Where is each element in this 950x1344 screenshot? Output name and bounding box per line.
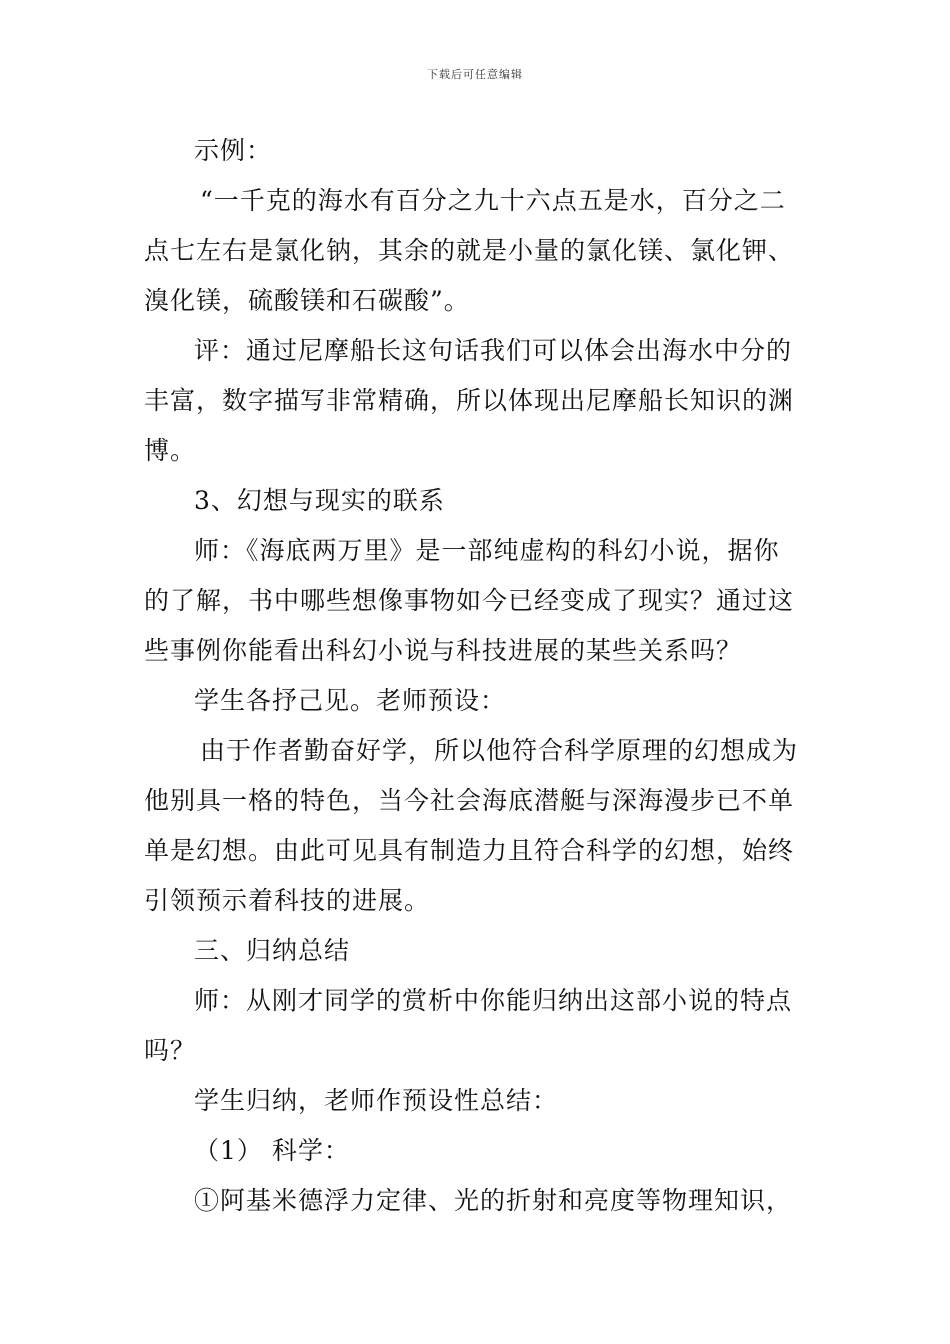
text-line: 师：从刚才同学的赏析中你能归纳出这部小说的特点 [194, 986, 793, 1015]
text-line: 单是幻想。由此可见具有制造力且符合科学的幻想，始终 [144, 836, 795, 865]
text-line: 评：通过尼摩船长这句话我们可以体会出海水中分的 [194, 336, 793, 365]
list-item: ①阿基米德浮力定律、光的折射和亮度等物理知识， [194, 1186, 793, 1215]
section-heading: 三、归纳总结 [194, 936, 351, 965]
text-line: 示例： [194, 136, 273, 165]
text-line: 的了解，书中哪些想像事物如今已经变成了现实？通过这 [144, 586, 795, 615]
text-line: 师：《海底两万里》是一部纯虚构的科幻小说，据你 [194, 536, 780, 565]
text-line: 博。 [144, 436, 197, 465]
text-line: 学生各抒己见。老师预设： [194, 686, 507, 715]
text-line: 丰富，数字描写非常精确，所以体现出尼摩船长知识的渊 [144, 386, 795, 415]
section-heading: 3、幻想与现实的联系 [194, 486, 445, 515]
text-line: 吗？ [144, 1036, 197, 1065]
text-line: 些事例你能看出科幻小说与科技进展的某些关系吗？ [144, 636, 743, 665]
page-header: 下载后可任意编辑 [427, 68, 523, 81]
text-line: 溴化镁，硫酸镁和石碳酸”。 [144, 286, 470, 315]
text-line: 他别具一格的特色，当今社会海底潜艇与深海漫步已不单 [144, 786, 795, 815]
text-line: 点七左右是氯化钠，其余的就是小量的氯化镁、氯化钾、 [144, 236, 795, 265]
text-line: “一千克的海水有百分之九十六点五是水，百分之二 [200, 186, 786, 215]
text-line: 引领预示着科技的进展。 [144, 886, 431, 915]
text-line: 由于作者勤奋好学，所以他符合科学原理的幻想成为 [200, 736, 799, 765]
list-item: （1） 科学： [194, 1136, 350, 1165]
text-line: 学生归纳，老师作预设性总结： [194, 1086, 559, 1115]
